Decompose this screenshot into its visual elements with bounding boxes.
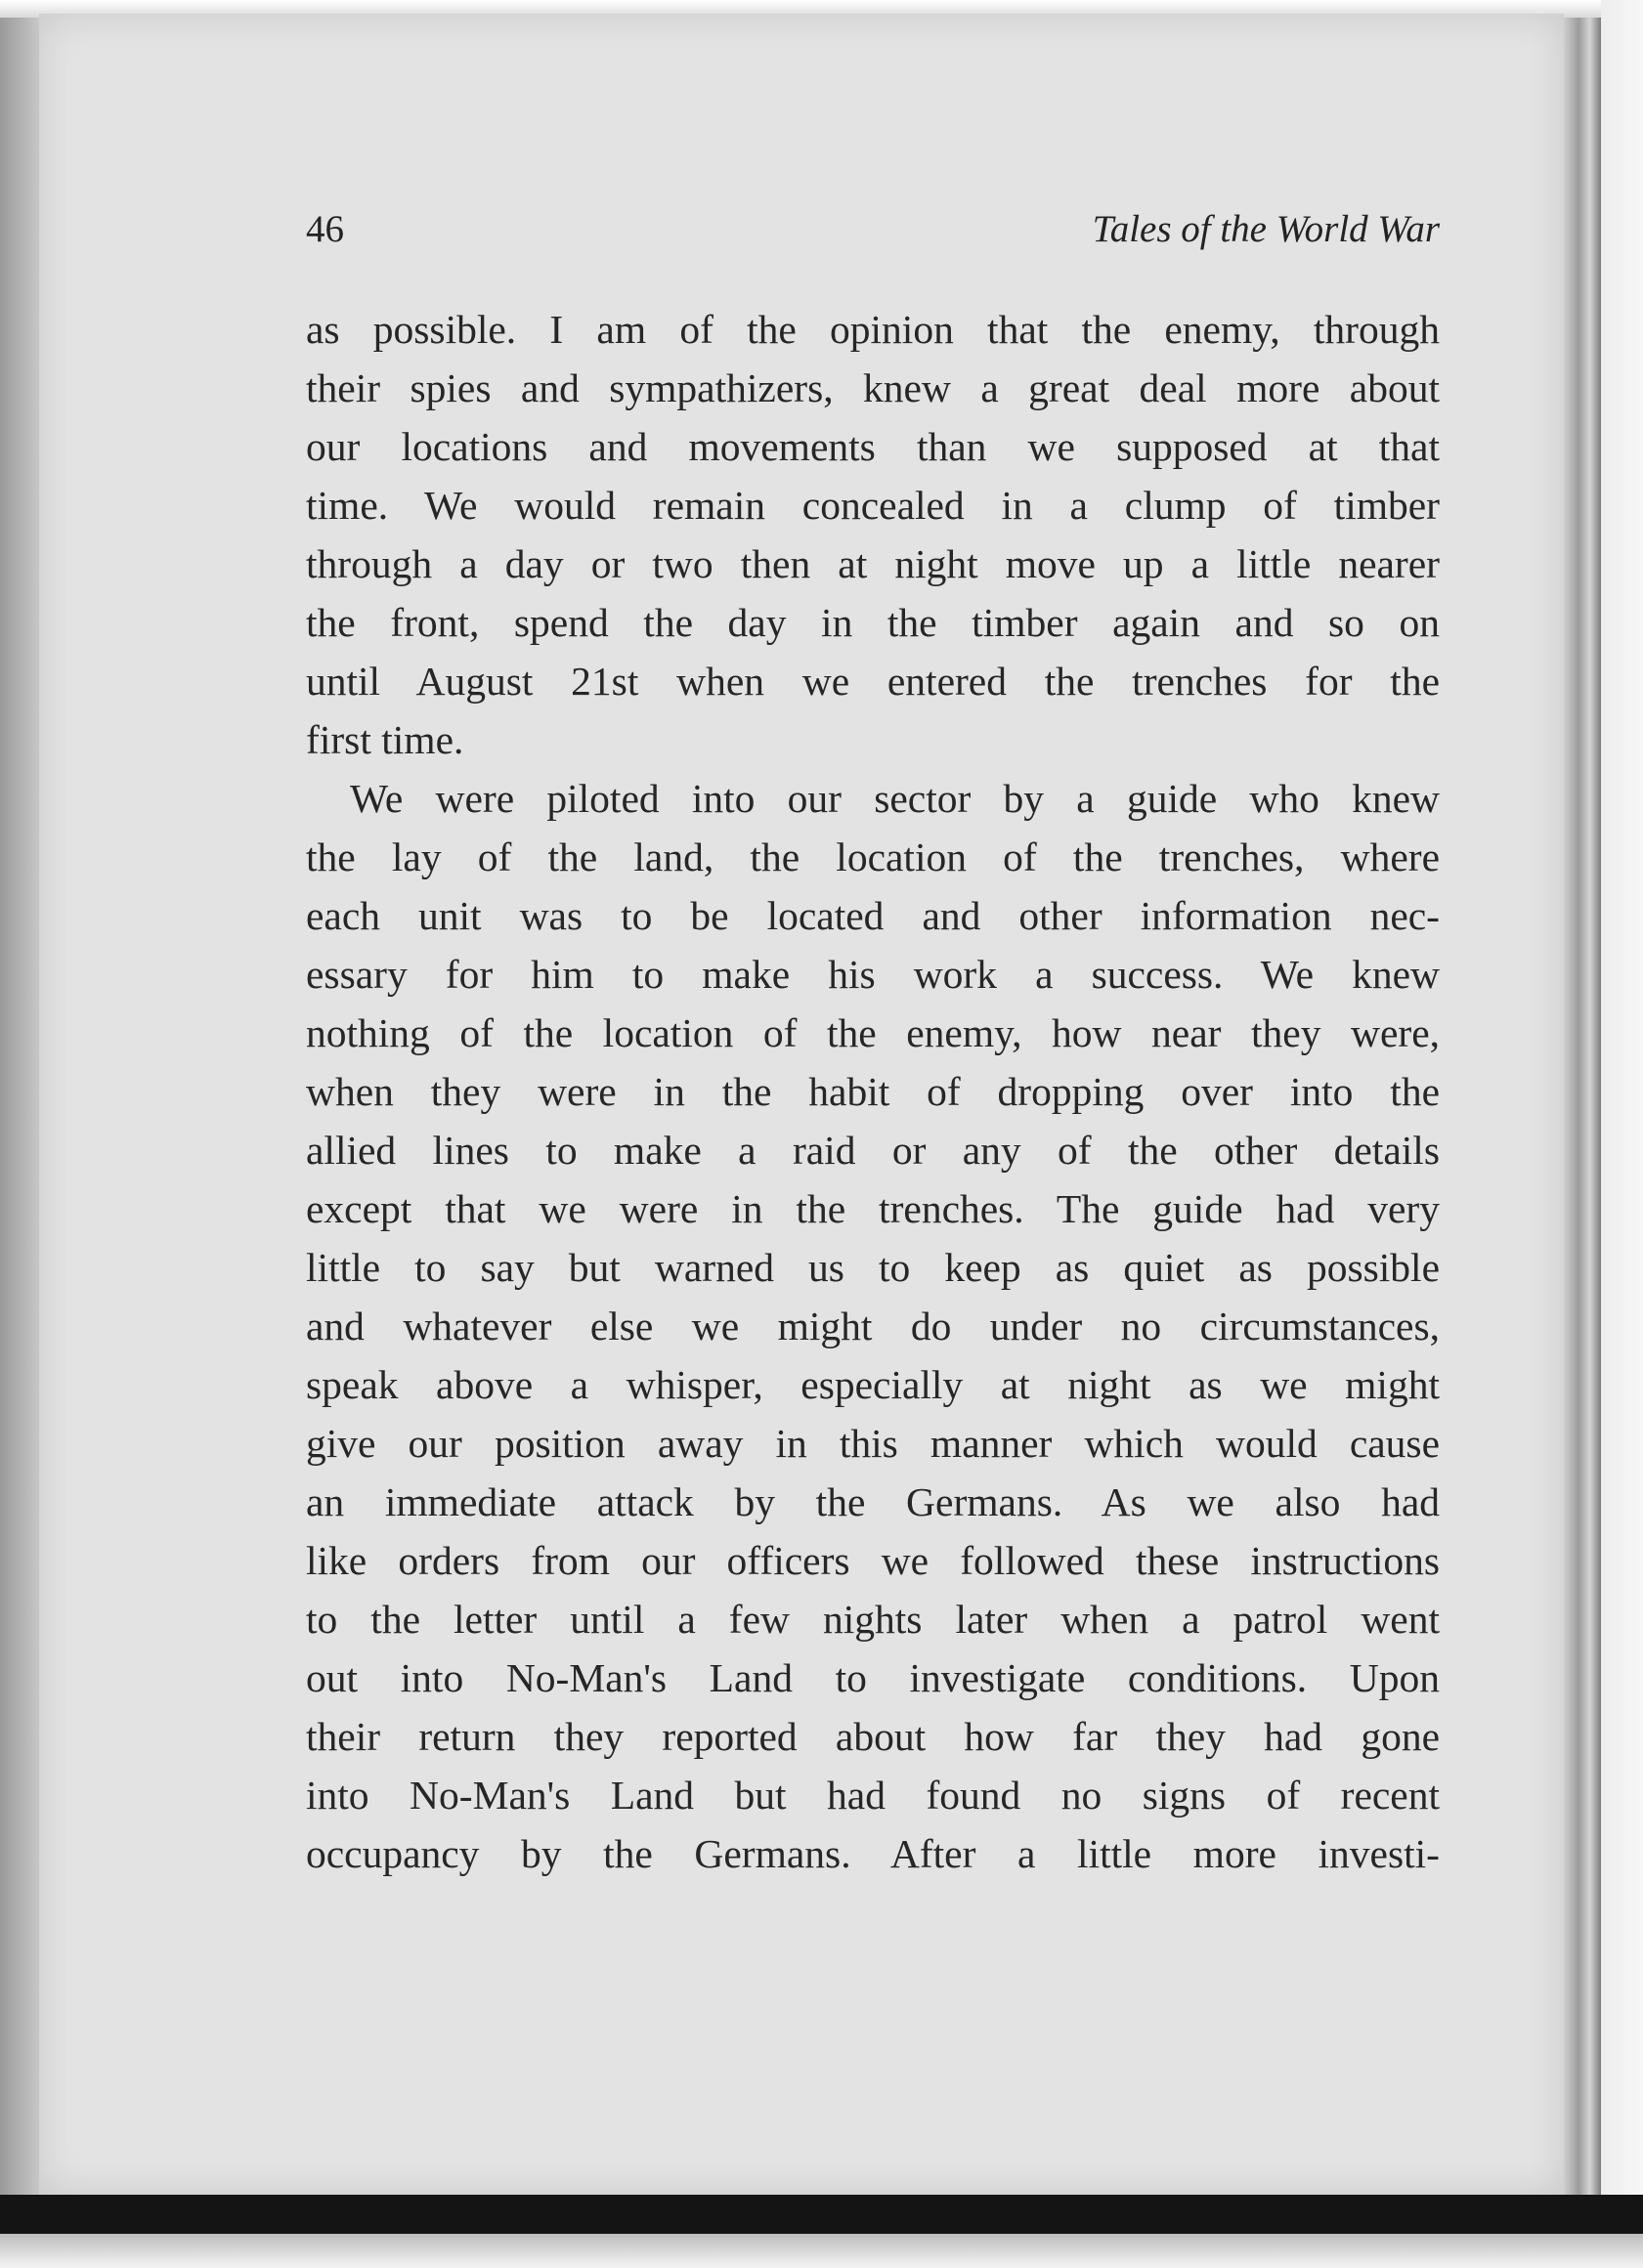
text-line: our locations and movements than we supposed at that (306, 424, 1440, 469)
page-edge-stack (1564, 18, 1601, 2206)
page-number: 46 (306, 208, 344, 250)
text-line: first time. (306, 717, 464, 762)
text-line: essary for him to make his work a success. We knew (306, 952, 1440, 997)
text-line: as possible. I am of the opinion that the enemy, through (306, 307, 1440, 352)
text-line: when they were in the habit of dropping over into the (306, 1069, 1440, 1114)
body-text (306, 300, 1440, 1883)
text-line: into No-Man's Land but had found no signs of recent (306, 1773, 1440, 1818)
text-line: the lay of the land, the location of the trenches, where (306, 834, 1440, 879)
text-line: an immediate attack by the Germans. As we also had (306, 1479, 1440, 1524)
running-header (306, 200, 1440, 259)
scanner-margin-bottom (0, 2234, 1643, 2268)
text-line: occupancy by the Germans. After a little more investi- (306, 1831, 1440, 1876)
text-line: out into No-Man's Land to investigate conditions. Upon (306, 1655, 1440, 1700)
text-line: time. We would remain concealed in a clump of timber (306, 483, 1440, 528)
text-line: their return they reported about how far they had gone (306, 1714, 1440, 1759)
text-line: speak above a whisper, especially at night as we might (306, 1362, 1440, 1407)
text-line: through a day or two then at night move up a little nearer (306, 541, 1440, 586)
text-line: give our position away in this manner which would cause (306, 1421, 1440, 1466)
running-title: Tales of the World War (1092, 208, 1440, 250)
text-line: allied lines to make a raid or any of the other details (306, 1128, 1440, 1173)
text-line: to the letter until a few nights later when a patrol went (306, 1597, 1440, 1642)
text-line: until August 21st when we entered the trenches for the (306, 659, 1440, 704)
text-line: the front, spend the day in the timber again and so on (306, 600, 1440, 645)
text-line: little to say but warned us to keep as quiet as possible (306, 1245, 1440, 1290)
text-line: their spies and sympathizers, knew a great deal more about (306, 365, 1440, 410)
text-line: nothing of the location of the enemy, how near they were, (306, 1010, 1440, 1055)
scanner-margin-right (1601, 0, 1643, 2268)
scanner-bottom-band (0, 2195, 1643, 2234)
text-line: and whatever else we might do under no circumstances, (306, 1304, 1440, 1348)
text-line: We were piloted into our sector by a guide who knew (350, 776, 1440, 821)
text-line: except that we were in the trenches. The guide had very (306, 1186, 1440, 1231)
text-line: each unit was to be located and other information nec- (306, 893, 1440, 938)
text-line: like orders from our officers we followed these instructions (306, 1538, 1440, 1583)
